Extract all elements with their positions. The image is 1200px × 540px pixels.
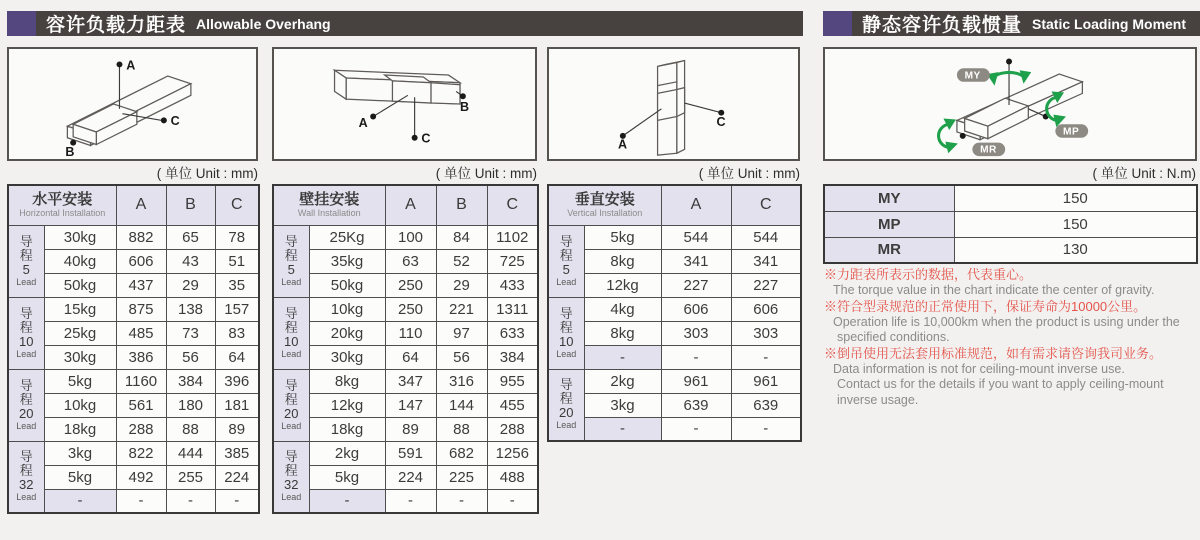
load-cell: - [309, 489, 385, 513]
value-cell: 639 [661, 393, 731, 417]
moment-label: MY [824, 185, 954, 211]
header-row [273, 185, 538, 225]
moment-value: 150 [954, 211, 1197, 237]
value-cell: 97 [436, 321, 487, 345]
lead-char: 导 [19, 377, 33, 393]
value-cell: 544 [661, 225, 731, 249]
value-cell: 725 [487, 249, 538, 273]
value-cell: 84 [436, 225, 487, 249]
value-cell: 180 [166, 393, 215, 417]
load-cell: 25kg [44, 321, 116, 345]
lead-cell [273, 225, 309, 297]
moment-label: MP [824, 211, 954, 237]
note-en: Contact us for the details if you want to apply ceiling-mount [837, 377, 1164, 391]
table-row [548, 369, 801, 393]
table-row [8, 369, 259, 393]
table-row [8, 417, 259, 441]
value-cell: 157 [215, 297, 259, 321]
moment-value: 130 [954, 237, 1197, 263]
value-cell: - [215, 489, 259, 513]
value-cell: 51 [215, 249, 259, 273]
lead-number: 20 [19, 405, 34, 421]
value-cell: 110 [385, 321, 436, 345]
note-en: specified conditions. [837, 330, 950, 344]
point-label-c: C [421, 131, 431, 146]
value-cell: - [166, 489, 215, 513]
moment-badge-my: MY [964, 70, 981, 82]
value-cell: 52 [436, 249, 487, 273]
value-cell: 88 [166, 417, 215, 441]
lead-number: 10 [284, 333, 299, 349]
value-cell: 147 [385, 393, 436, 417]
value-cell: 56 [166, 345, 215, 369]
value-cell: 485 [116, 321, 166, 345]
load-cell: 35kg [309, 249, 385, 273]
value-cell: 255 [166, 465, 215, 489]
table-row [273, 489, 538, 513]
table-row [548, 225, 801, 249]
lead-char: 导 [19, 233, 33, 249]
value-cell: 1311 [487, 297, 538, 321]
load-cell: 10kg [44, 393, 116, 417]
value-cell: 88 [436, 417, 487, 441]
table-row [824, 211, 1197, 237]
note-en: inverse usage. [837, 392, 919, 407]
load-cell: 3kg [584, 393, 661, 417]
lead-number: 5 [287, 261, 295, 277]
value-cell: 1256 [487, 441, 538, 465]
value-cell: 591 [385, 441, 436, 465]
lead-en: Lead [281, 420, 302, 431]
point-label-b: B [459, 99, 470, 114]
lead-char: 导 [284, 377, 298, 393]
moment-badge-mp: MP [1063, 126, 1080, 138]
lead-char: 程 [284, 463, 298, 479]
moment-label: MR [824, 237, 954, 263]
table-row [8, 441, 259, 465]
table-row [548, 273, 801, 297]
load-cell: 50kg [309, 273, 385, 297]
value-cell: - [436, 489, 487, 513]
value-cell: 639 [731, 393, 801, 417]
value-cell: 250 [385, 297, 436, 321]
value-cell: 288 [487, 417, 538, 441]
value-cell: 56 [436, 345, 487, 369]
column-header: C [731, 185, 801, 225]
header-row [8, 185, 259, 225]
lead-number: 20 [559, 405, 574, 421]
lead-char: 程 [559, 319, 573, 335]
value-cell: 347 [385, 369, 436, 393]
value-cell: 433 [487, 273, 538, 297]
value-cell: 316 [436, 369, 487, 393]
lead-char: 导 [284, 449, 298, 465]
value-cell: 606 [116, 249, 166, 273]
lead-en: Lead [281, 492, 302, 503]
table-title [548, 185, 661, 225]
value-cell: 384 [166, 369, 215, 393]
value-cell: 437 [116, 273, 166, 297]
point-label-b: B [65, 145, 75, 159]
value-cell: 492 [116, 465, 166, 489]
value-cell: 63 [385, 249, 436, 273]
lead-char: 程 [19, 247, 33, 263]
load-cell: - [44, 489, 116, 513]
column-header: A [661, 185, 731, 225]
section-title-en: Static Loading Moment [1032, 15, 1187, 32]
value-cell: 544 [731, 225, 801, 249]
table-title [8, 185, 116, 225]
table-row [273, 225, 538, 249]
value-cell: 181 [215, 393, 259, 417]
lead-char: 导 [559, 233, 573, 249]
value-cell: 955 [487, 369, 538, 393]
lead-char: 导 [559, 377, 573, 393]
value-cell: 386 [116, 345, 166, 369]
table-row [273, 345, 538, 369]
note-en: The torque value in the chart indicate the center of gravity. [833, 283, 1155, 297]
lead-number: 10 [19, 333, 34, 349]
table-row [548, 249, 801, 273]
table-row [8, 225, 259, 249]
value-cell: 35 [215, 273, 259, 297]
column-header: A [385, 185, 436, 225]
table-row [273, 369, 538, 393]
load-cell: 12kg [309, 393, 385, 417]
load-cell: 2kg [584, 369, 661, 393]
lead-en: Lead [16, 420, 37, 431]
footnotes [824, 267, 1200, 408]
value-cell: 288 [116, 417, 166, 441]
value-cell: 396 [215, 369, 259, 393]
lead-char: 导 [19, 305, 33, 321]
moment-diagram [823, 47, 1197, 161]
value-cell: 29 [436, 273, 487, 297]
table-row [548, 321, 801, 345]
value-cell: 64 [215, 345, 259, 369]
lead-cell [548, 225, 584, 297]
value-cell: 682 [436, 441, 487, 465]
moment-table [823, 184, 1198, 264]
section-header-moment [823, 11, 1200, 36]
purple-square-icon [823, 11, 852, 36]
load-cell: 30kg [44, 225, 116, 249]
load-cell: 8kg [309, 369, 385, 393]
value-cell: 89 [385, 417, 436, 441]
lead-en: Lead [556, 276, 577, 287]
value-cell: 303 [661, 321, 731, 345]
lead-char: 导 [559, 305, 573, 321]
load-cell: - [584, 417, 661, 441]
table-title [273, 185, 385, 225]
load-cell: 18kg [44, 417, 116, 441]
value-cell: 65 [166, 225, 215, 249]
value-cell: 341 [661, 249, 731, 273]
lead-char: 程 [19, 391, 33, 407]
lead-en: Lead [281, 348, 302, 359]
vertical-installation-table [547, 184, 802, 442]
value-cell: 64 [385, 345, 436, 369]
column-header: B [436, 185, 487, 225]
purple-square-icon [7, 11, 36, 36]
load-cell: 30kg [309, 345, 385, 369]
table-row [273, 321, 538, 345]
table-title-en: Vertical Installation [567, 208, 643, 219]
lead-char: 程 [19, 319, 33, 335]
value-cell: 227 [661, 273, 731, 297]
value-cell: 488 [487, 465, 538, 489]
horizontal-installation-table [7, 184, 260, 514]
value-cell: 606 [731, 297, 801, 321]
moment-value: 150 [954, 185, 1197, 211]
value-cell: 227 [731, 273, 801, 297]
table-title-en: Wall Installation [297, 208, 361, 219]
lead-en: Lead [281, 276, 302, 287]
value-cell: 385 [215, 441, 259, 465]
table-row [273, 441, 538, 465]
lead-number: 32 [19, 477, 34, 493]
unit-label: ( 单位 Unit : mm) [698, 166, 800, 181]
table-row [273, 249, 538, 273]
lead-char: 导 [284, 305, 298, 321]
column-header: C [215, 185, 259, 225]
load-cell: 10kg [309, 297, 385, 321]
table-title-zh: 水平安装 [32, 191, 93, 209]
table-title-zh: 壁挂安装 [299, 191, 360, 209]
lead-cell [8, 441, 44, 513]
lead-en: Lead [16, 276, 37, 287]
table-row [8, 489, 259, 513]
load-cell: 8kg [584, 321, 661, 345]
load-cell: 3kg [44, 441, 116, 465]
load-cell: 18kg [309, 417, 385, 441]
value-cell: - [731, 417, 801, 441]
lead-char: 程 [284, 247, 298, 263]
value-cell: - [661, 345, 731, 369]
lead-cell [548, 369, 584, 441]
value-cell: 100 [385, 225, 436, 249]
value-cell: 250 [385, 273, 436, 297]
section-header-overhang [7, 11, 803, 36]
value-cell: 83 [215, 321, 259, 345]
load-cell: 40kg [44, 249, 116, 273]
note-en: Data information is not for ceiling-mount inverse use. [833, 361, 1125, 376]
load-cell: 2kg [309, 441, 385, 465]
value-cell: 882 [116, 225, 166, 249]
lead-number: 10 [559, 333, 574, 349]
lead-cell [273, 297, 309, 369]
value-cell: 1102 [487, 225, 538, 249]
table-row [273, 273, 538, 297]
moment-badge-mr: MR [980, 144, 997, 156]
table-row [8, 345, 259, 369]
load-cell: 5kg [584, 225, 661, 249]
table-row [824, 185, 1197, 211]
table-row [8, 465, 259, 489]
value-cell: 29 [166, 273, 215, 297]
point-label-c: C [716, 115, 726, 130]
load-cell: 8kg [584, 249, 661, 273]
point-label-a: A [126, 58, 136, 73]
load-cell: 5kg [309, 465, 385, 489]
lead-char: 程 [19, 463, 33, 479]
value-cell: - [487, 489, 538, 513]
value-cell: 224 [215, 465, 259, 489]
value-cell: - [661, 417, 731, 441]
lead-number: 5 [562, 261, 570, 277]
point-label-a: A [618, 137, 628, 152]
table-title-en: Horizontal Installation [19, 208, 106, 219]
lead-char: 导 [19, 449, 33, 465]
value-cell: 606 [661, 297, 731, 321]
section-title-zh: 容许负载力距表 [46, 15, 187, 36]
lead-cell [548, 297, 584, 369]
lead-char: 程 [559, 247, 573, 263]
table-row [273, 297, 538, 321]
load-cell: 5kg [44, 369, 116, 393]
lead-number: 5 [22, 261, 30, 277]
wall-installation-table [272, 184, 539, 514]
unit-label: ( 单位 Unit : mm) [156, 166, 258, 181]
table-row [548, 297, 801, 321]
value-cell: 1160 [116, 369, 166, 393]
table-row [548, 393, 801, 417]
table-row [8, 321, 259, 345]
lead-char: 程 [284, 319, 298, 335]
lead-number: 20 [284, 405, 299, 421]
vertical-installation-diagram [547, 47, 800, 161]
value-cell: 875 [116, 297, 166, 321]
table-row [8, 249, 259, 273]
value-cell: - [116, 489, 166, 513]
load-cell: 15kg [44, 297, 116, 321]
value-cell: 341 [731, 249, 801, 273]
unit-label: ( 单位 Unit : N.m) [1092, 166, 1196, 181]
value-cell: - [731, 345, 801, 369]
value-cell: 822 [116, 441, 166, 465]
value-cell: - [385, 489, 436, 513]
value-cell: 961 [661, 369, 731, 393]
load-cell: 20kg [309, 321, 385, 345]
unit-label: ( 单位 Unit : mm) [435, 166, 537, 181]
column-header: C [487, 185, 538, 225]
lead-en: Lead [16, 348, 37, 359]
value-cell: 633 [487, 321, 538, 345]
column-header: B [166, 185, 215, 225]
load-cell: 4kg [584, 297, 661, 321]
lead-char: 程 [559, 391, 573, 407]
note-zh: ※符合型录规范的正常使用下，保证寿命为10000公里。 [824, 298, 1147, 314]
value-cell: 144 [436, 393, 487, 417]
value-cell: 43 [166, 249, 215, 273]
value-cell: 303 [731, 321, 801, 345]
lead-cell [273, 369, 309, 441]
note-zh: ※力距表所表示的数据，代表重心。 [824, 267, 1033, 282]
lead-char: 导 [284, 233, 298, 249]
section-title-en: Allowable Overhang [196, 15, 331, 32]
note-zh: ※倒吊使用无法套用标准规范，如有需求请咨询我司业务。 [824, 345, 1163, 361]
table-row [8, 393, 259, 417]
section-title-zh: 静态容许负载惯量 [862, 15, 1023, 36]
table-row [273, 465, 538, 489]
lead-cell [8, 297, 44, 369]
lead-char: 程 [284, 391, 298, 407]
lead-cell [273, 441, 309, 513]
wall-installation-diagram [272, 47, 537, 161]
table-title-zh: 垂直安装 [574, 191, 635, 209]
table-row [8, 273, 259, 297]
value-cell: 225 [436, 465, 487, 489]
lead-cell [8, 369, 44, 441]
lead-en: Lead [556, 348, 577, 359]
load-cell: 30kg [44, 345, 116, 369]
value-cell: 961 [731, 369, 801, 393]
column-header: A [116, 185, 166, 225]
value-cell: 78 [215, 225, 259, 249]
horizontal-installation-diagram [7, 47, 258, 161]
load-cell: 12kg [584, 273, 661, 297]
header-row [548, 185, 801, 225]
table-row [824, 237, 1197, 263]
value-cell: 384 [487, 345, 538, 369]
load-cell: 25Kg [309, 225, 385, 249]
note-en: Operation life is 10,000km when the product is using under the [833, 314, 1180, 329]
load-cell: 50kg [44, 273, 116, 297]
lead-en: Lead [556, 420, 577, 431]
lead-number: 32 [284, 477, 299, 493]
load-cell: - [584, 345, 661, 369]
value-cell: 138 [166, 297, 215, 321]
table-row [273, 393, 538, 417]
value-cell: 73 [166, 321, 215, 345]
value-cell: 444 [166, 441, 215, 465]
lead-cell [8, 225, 44, 297]
point-label-a: A [358, 116, 368, 131]
value-cell: 221 [436, 297, 487, 321]
table-row [548, 345, 801, 369]
table-row [8, 297, 259, 321]
table-row [273, 417, 538, 441]
value-cell: 455 [487, 393, 538, 417]
value-cell: 561 [116, 393, 166, 417]
value-cell: 89 [215, 417, 259, 441]
table-row [548, 417, 801, 441]
value-cell: 224 [385, 465, 436, 489]
lead-en: Lead [16, 492, 37, 503]
load-cell: 5kg [44, 465, 116, 489]
point-label-c: C [170, 114, 180, 129]
